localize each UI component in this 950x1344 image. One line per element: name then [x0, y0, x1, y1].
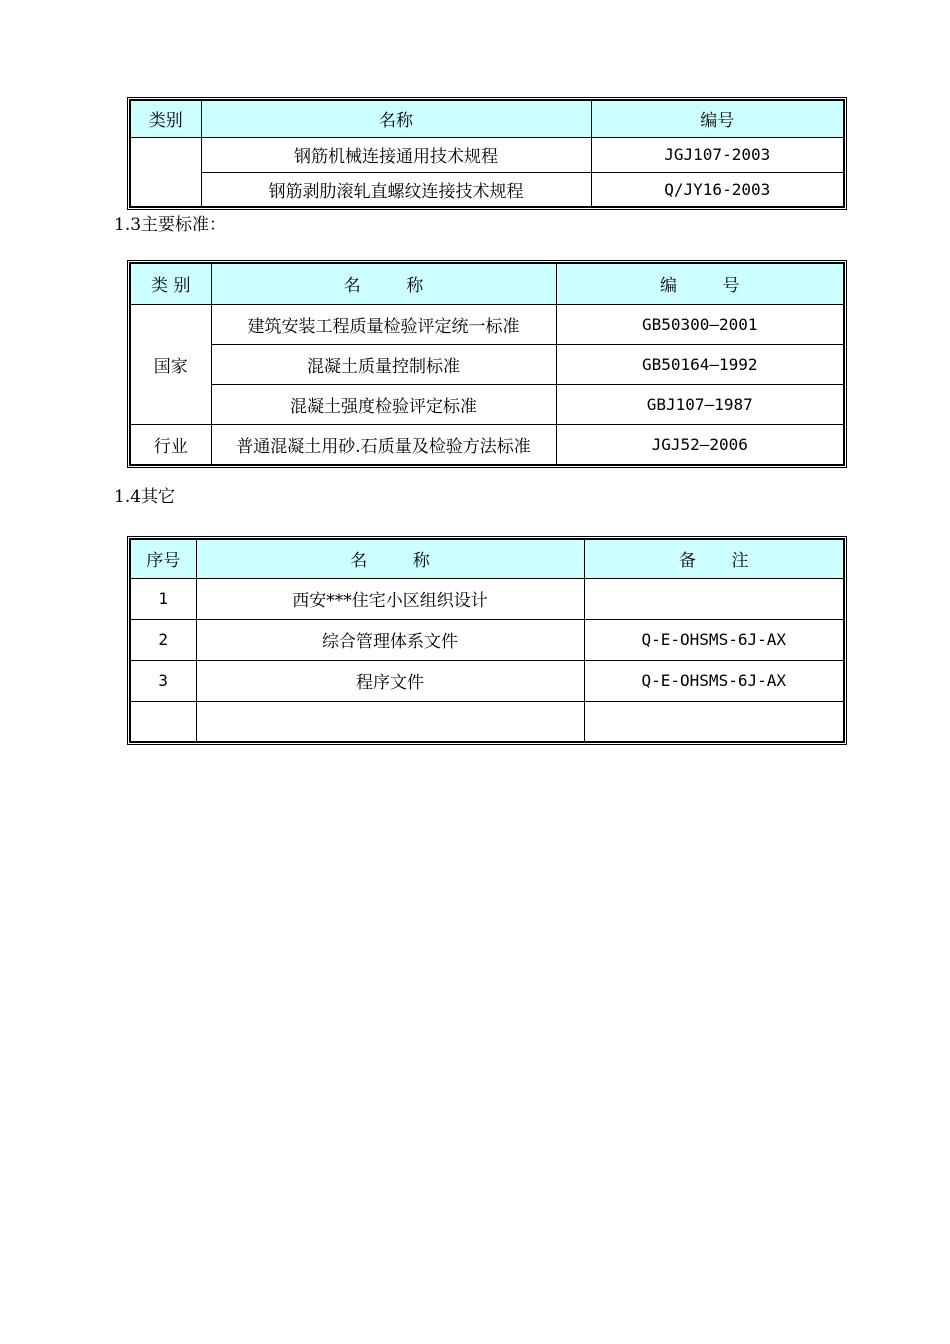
- table-row: [130, 137, 844, 172]
- header-code: 编 号: [556, 263, 844, 304]
- table-row: [130, 619, 844, 660]
- main-standards-table: [129, 262, 845, 466]
- standards-table-continued: [129, 99, 845, 208]
- table-row: [130, 384, 844, 424]
- category-national: 国家: [130, 304, 211, 424]
- header-category: 类别: [130, 100, 201, 137]
- header-number: 序号: [130, 539, 196, 578]
- document-name: 综合管理体系文件: [196, 619, 584, 660]
- document-name: [196, 701, 584, 742]
- standard-name: 钢筋剥肋滚轧直螺纹连接技术规程: [201, 172, 591, 207]
- row-number: 1: [130, 578, 196, 619]
- standard-code: GB50164—1992: [556, 344, 844, 384]
- standard-code: GB50300—2001: [556, 304, 844, 344]
- category-cell: [130, 137, 201, 207]
- row-number: 2: [130, 619, 196, 660]
- table-row: [130, 660, 844, 701]
- header-note: 备 注: [584, 539, 844, 578]
- table-row: [130, 701, 844, 742]
- document-name: 西安***住宅小区组织设计: [196, 578, 584, 619]
- header-category: 类 别: [130, 263, 211, 304]
- document-note: Q-E-OHSMS-6J-AX: [584, 619, 844, 660]
- table-row: [130, 344, 844, 384]
- table-row: [130, 424, 844, 465]
- document-note: [584, 578, 844, 619]
- standard-code: JGJ52—2006: [556, 424, 844, 465]
- standard-code: JGJ107-2003: [591, 137, 844, 172]
- table-row: [130, 304, 844, 344]
- table-row: [130, 172, 844, 207]
- header-name: 名 称: [211, 263, 556, 304]
- document-name: 程序文件: [196, 660, 584, 701]
- header-name: 名 称: [196, 539, 584, 578]
- document-note: Q-E-OHSMS-6J-AX: [584, 660, 844, 701]
- section-heading-other: 1.4其它: [114, 487, 176, 507]
- standard-name: 建筑安装工程质量检验评定统一标准: [211, 304, 556, 344]
- standard-code: GBJ107—1987: [556, 384, 844, 424]
- header-name: 名称: [201, 100, 591, 137]
- standard-name: 混凝土强度检验评定标准: [211, 384, 556, 424]
- category-industry: 行业: [130, 424, 211, 465]
- standard-code: Q/JY16-2003: [591, 172, 844, 207]
- table-row: [130, 578, 844, 619]
- row-number: [130, 701, 196, 742]
- standard-name: 普通混凝土用砂.石质量及检验方法标准: [211, 424, 556, 465]
- standard-name: 混凝土质量控制标准: [211, 344, 556, 384]
- standard-name: 钢筋机械连接通用技术规程: [201, 137, 591, 172]
- header-code: 编号: [591, 100, 844, 137]
- row-number: 3: [130, 660, 196, 701]
- document-note: [584, 701, 844, 742]
- other-documents-table: [129, 538, 845, 743]
- section-heading-main-standards: 1.3主要标准：: [114, 215, 227, 235]
